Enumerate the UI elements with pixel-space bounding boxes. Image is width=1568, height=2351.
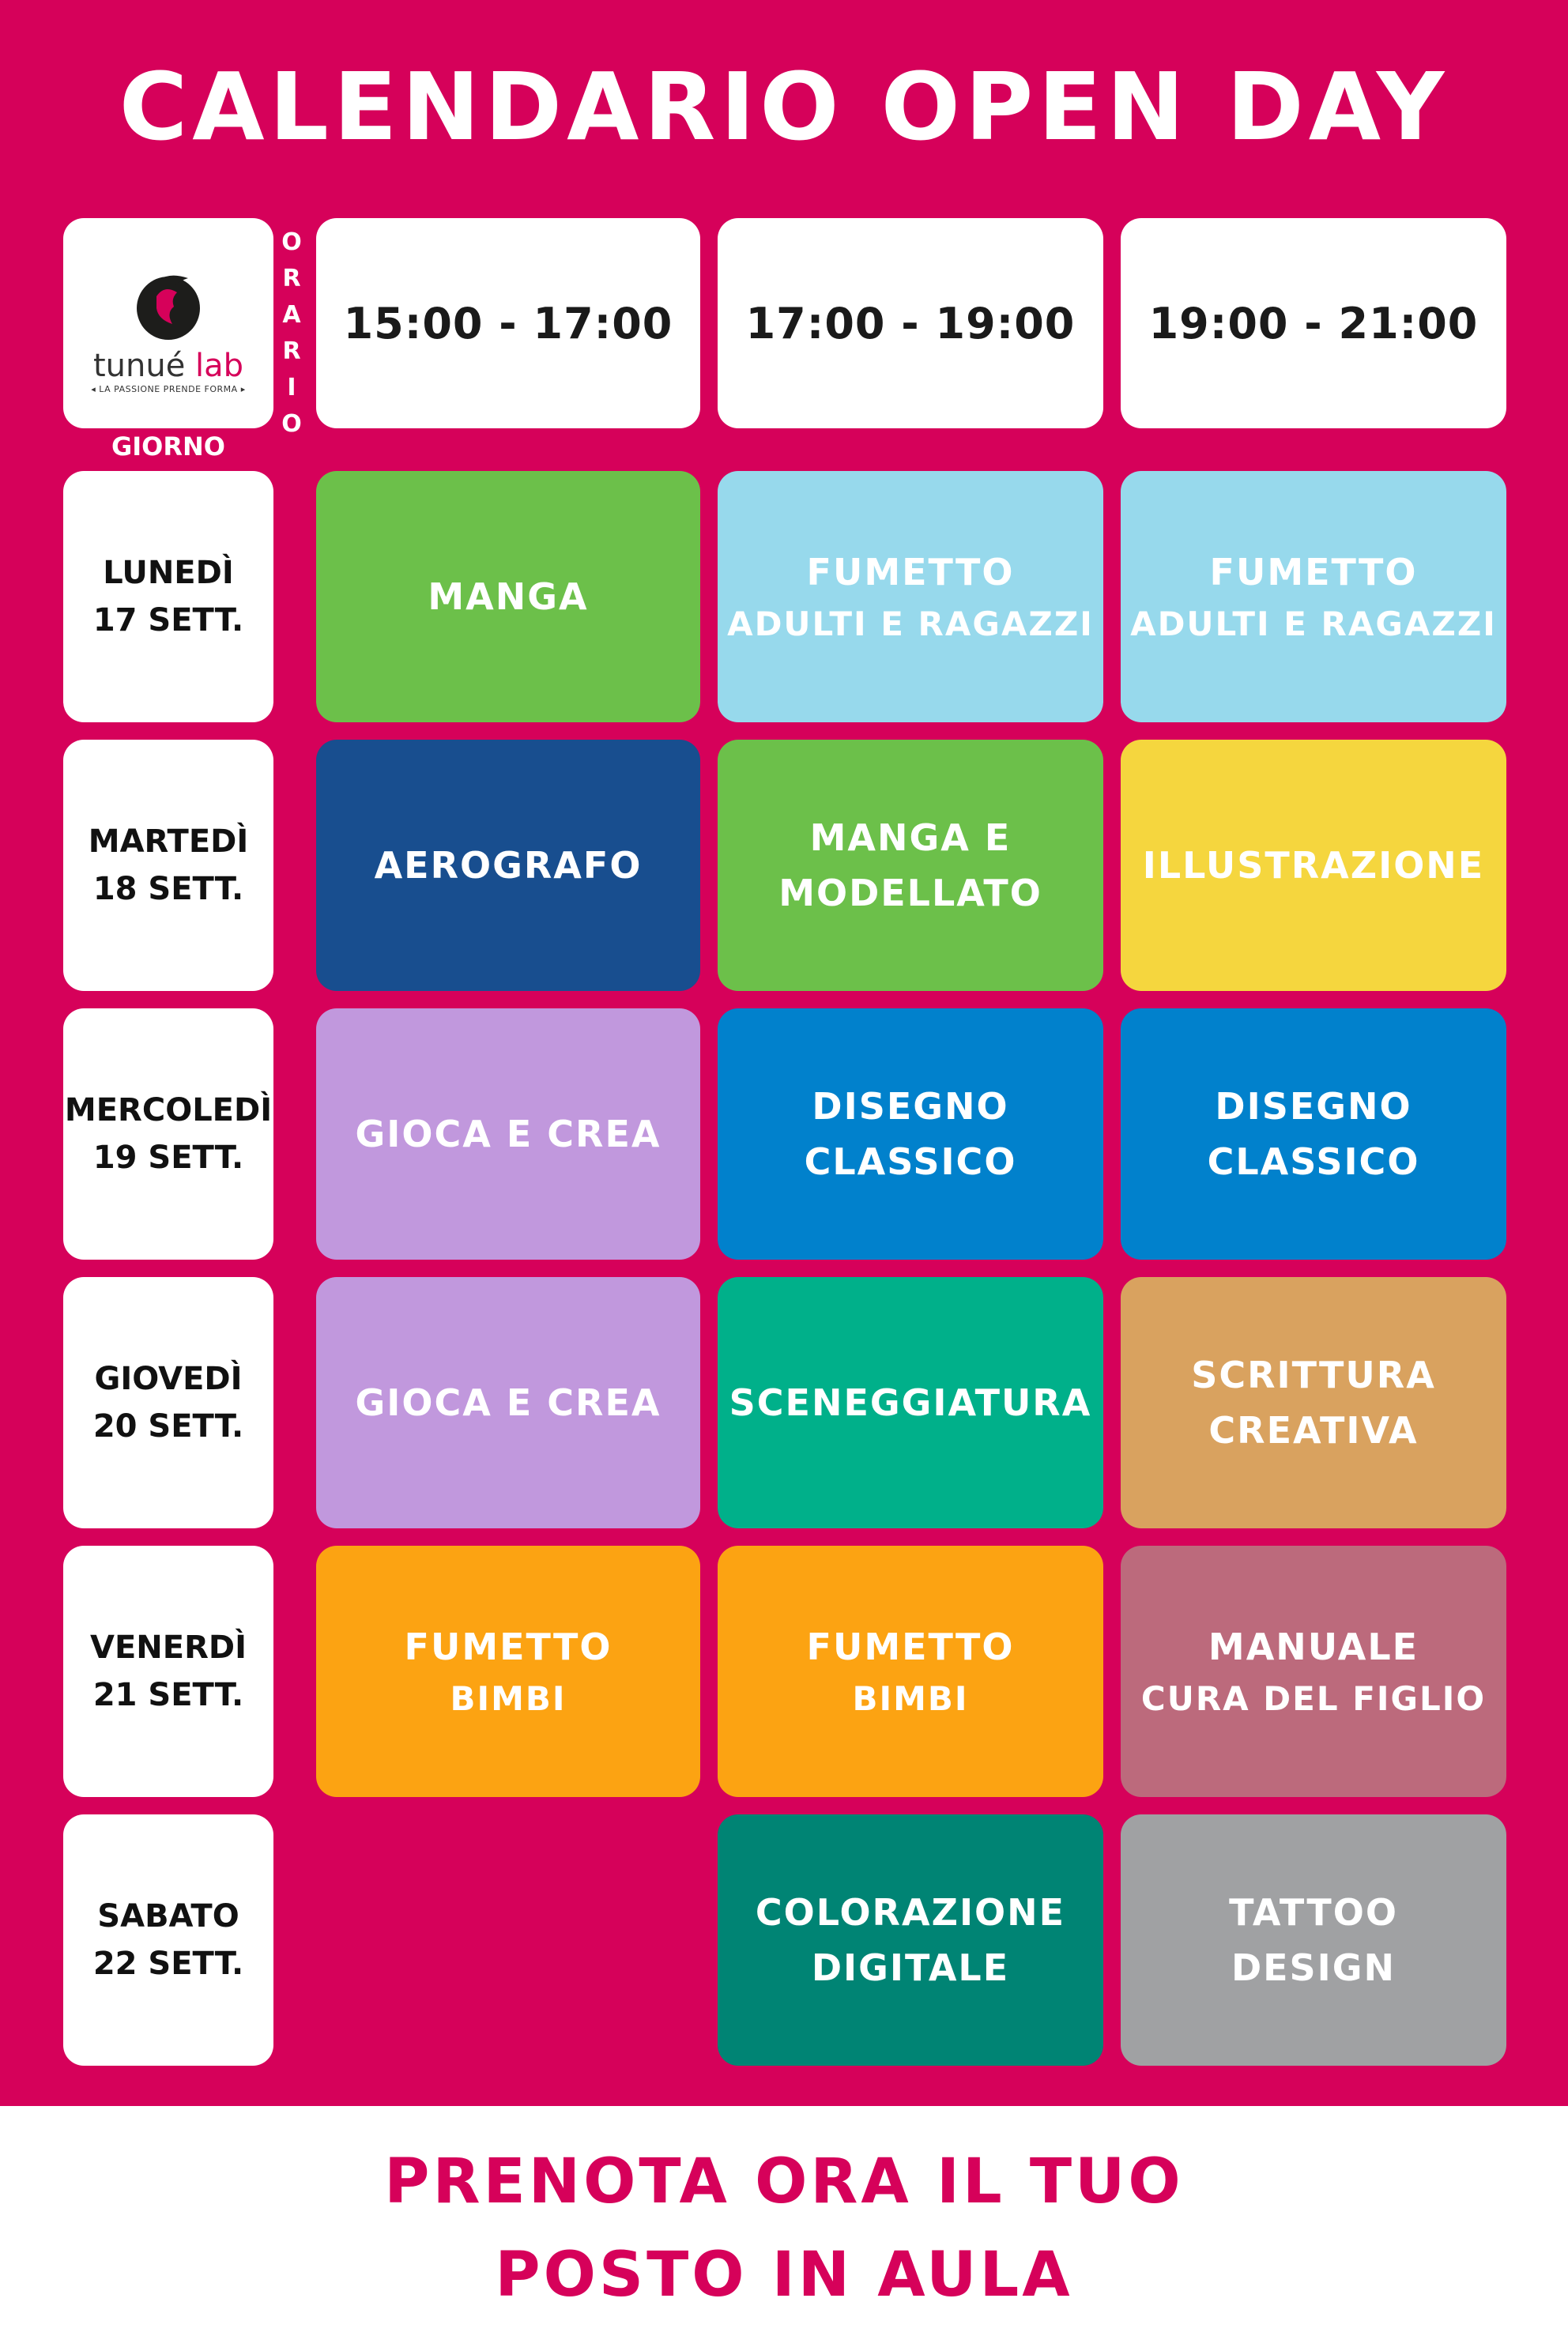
day-cell-saturday: SABATO 22 SETT.	[63, 1814, 273, 2066]
course-cell	[718, 471, 1103, 722]
time-header-2: 17:00 - 19:00	[718, 218, 1103, 428]
day-cell-monday: LUNEDÌ 17 SETT.	[63, 471, 273, 722]
course-subtitle: ADULTI E RAGAZZI	[1130, 605, 1497, 643]
course-title: GIOCA E CREA	[355, 1113, 662, 1155]
orario-letter: O	[281, 228, 302, 256]
course-subtitle: CURA DEL FIGLIO	[1140, 1679, 1487, 1718]
course-cell	[718, 1546, 1103, 1797]
footer-line-2: POSTO IN AULA	[495, 2240, 1073, 2311]
course-subtitle: DIGITALE	[811, 1946, 1010, 1989]
orario-letter: O	[281, 410, 302, 438]
course-subtitle: BIMBI	[852, 1679, 969, 1718]
course-cell	[1121, 1277, 1506, 1528]
course-cell	[316, 740, 700, 991]
course-subtitle: CLASSICO	[1207, 1140, 1420, 1183]
course-title: MANUALE	[1208, 1626, 1419, 1668]
course-cell	[1121, 1008, 1506, 1260]
time-header-1: 15:00 - 17:00	[316, 218, 700, 428]
day-cell-tuesday: MARTEDÌ 18 SETT.	[63, 740, 273, 991]
course-title: AEROGRAFO	[374, 844, 643, 887]
course-subtitle: CREATIVA	[1208, 1409, 1419, 1452]
course-title: TATTOO	[1229, 1891, 1398, 1934]
course-title: DISEGNO	[1215, 1085, 1412, 1128]
logo-card	[63, 218, 273, 428]
day-cell-wednesday: MERCOLEDÌ 19 SETT.	[63, 1008, 273, 1260]
time-header-3: 19:00 - 21:00	[1121, 218, 1506, 428]
course-subtitle: ADULTI E RAGAZZI	[727, 605, 1094, 643]
course-title: FUMETTO	[806, 1626, 1015, 1668]
course-cell	[718, 740, 1103, 991]
course-subtitle: BIMBI	[450, 1679, 567, 1718]
course-subtitle: CLASSICO	[804, 1140, 1017, 1183]
orario-letter: A	[282, 301, 301, 329]
poster-title: CALENDARIO OPEN DAY	[119, 52, 1449, 161]
course-title: MANGA	[428, 575, 589, 618]
course-cell	[1121, 471, 1506, 722]
course-cell	[1121, 1546, 1506, 1797]
course-cell	[718, 1277, 1103, 1528]
tunue-logo-icon	[125, 261, 212, 348]
logo-name: tunué lab	[92, 347, 244, 384]
course-title: COLORAZIONE	[755, 1891, 1066, 1934]
orario-letter: R	[282, 337, 301, 365]
course-title: FUMETTO	[1209, 551, 1418, 593]
logo-tagline: ◂ LA PASSIONE PRENDE FORMA ▸	[91, 383, 246, 394]
course-title: MANGA E	[809, 816, 1012, 859]
course-cell	[1121, 740, 1506, 991]
course-title: FUMETTO	[404, 1626, 612, 1668]
course-title: ILLUSTRAZIONE	[1142, 844, 1485, 887]
course-cell	[316, 1008, 700, 1260]
day-cell-thursday: GIOVEDÌ 20 SETT.	[63, 1277, 273, 1528]
course-cell	[1121, 1814, 1506, 2066]
giorno-label: GIORNO	[111, 431, 225, 462]
orario-letter: I	[287, 374, 296, 401]
orario-label	[281, 224, 302, 443]
course-subtitle: DESIGN	[1231, 1946, 1396, 1989]
course-title: DISEGNO	[812, 1085, 1009, 1128]
course-title: FUMETTO	[806, 551, 1015, 593]
course-title: GIOCA E CREA	[355, 1381, 662, 1424]
course-title: SCRITTURA	[1191, 1354, 1436, 1396]
course-cell	[316, 1546, 700, 1797]
course-cell	[718, 1814, 1103, 2066]
day-cell-friday: VENERDÌ 21 SETT.	[63, 1546, 273, 1797]
footer-cta	[0, 2106, 1568, 2351]
course-title: SCENEGGIATURA	[729, 1381, 1092, 1424]
course-cell	[718, 1008, 1103, 1260]
course-subtitle: MODELLATO	[778, 872, 1042, 914]
footer-line-1: PRENOTA ORA IL TUO	[384, 2146, 1184, 2217]
course-cell	[316, 1277, 700, 1528]
orario-letter: R	[282, 265, 301, 292]
course-cell	[316, 471, 700, 722]
